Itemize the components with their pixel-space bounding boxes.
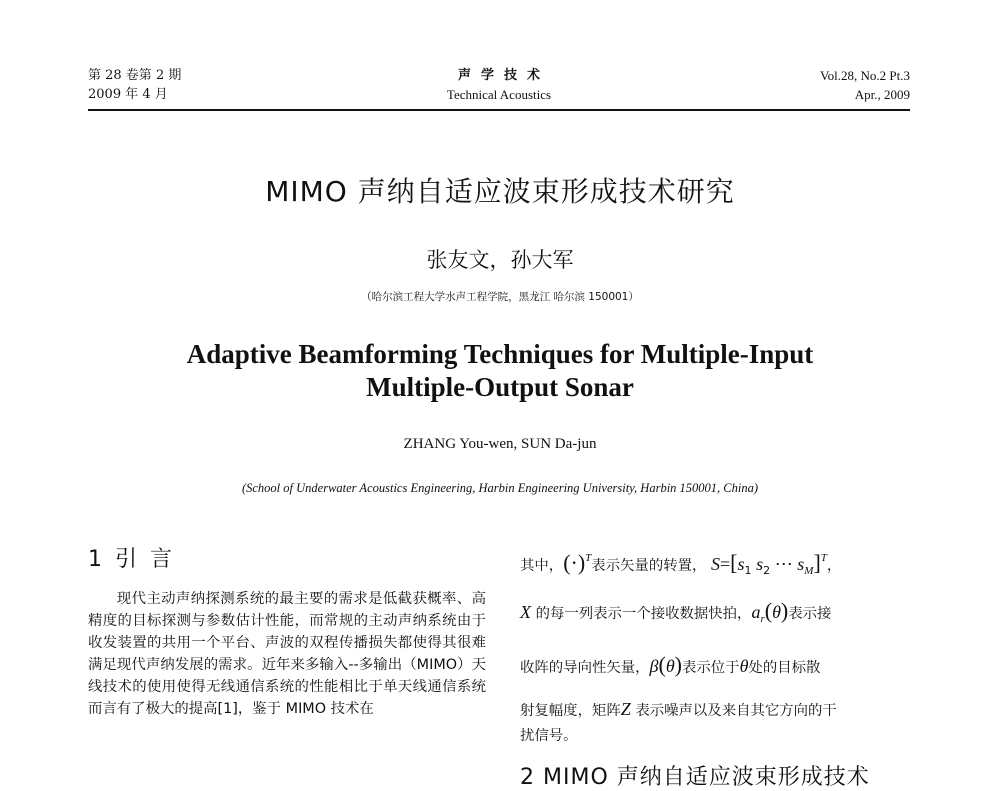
header-journal-name-cn: 声学技术: [457, 68, 550, 83]
text-run: 收阵的导向性矢量，: [520, 660, 650, 676]
math-expression: X: [520, 602, 531, 622]
text-run: 的每一列表示一个接收数据快拍，: [535, 606, 752, 622]
section-heading-introduction: 1 引 言: [88, 547, 175, 572]
text-run: 其中，: [520, 558, 564, 574]
introduction-paragraph: 现代主动声纳探测系统的最主要的需求是低截获概率、高精度的目标探测与参数估计性能，而常规的主动声纳系统由于收发装置的共用一个平台、声波的双程传播损失都使得其很难满足现代声纳发展的需求。近年来多输入--多输出（MIMO）天线技术的使用使得无线通信系统的性能相比于单天线通信系统而言有了极大的提高[1]，鉴于 MIMO 技术在: [88, 591, 486, 717]
header-date-cn: 2009 年 4 月: [88, 87, 168, 102]
text-run: 表示位于: [682, 660, 740, 676]
math-expression: Z: [620, 699, 631, 719]
paper-authors-en: ZHANG You-wen, SUN Da-jun: [403, 436, 597, 452]
text-run: 射复幅度，矩阵: [520, 703, 621, 719]
text-line: 其中，$(\cdot)^T$表示矢量的转置， $S=[s_1$ $s_2$ ⋯ $s_M]^T$，: [520, 550, 842, 577]
header-journal-name: [88, 66, 910, 104]
math-expression: $(\cdot)^T$: [563, 550, 592, 575]
text-run: 表示噪声以及来自其它方向的干: [635, 703, 837, 719]
math-expression: S: [711, 554, 721, 574]
header-date-en: Apr., 2009: [854, 87, 910, 102]
text-run: 表示矢量的转置，: [591, 558, 707, 574]
paper-title-cn: MIMO 声纳自适应波束形成技术研究: [265, 175, 735, 208]
running-header: [88, 66, 910, 110]
text-line: [520, 696, 916, 724]
header-volume-info-en: [820, 66, 910, 104]
body-column-left: [88, 544, 486, 760]
header-journal-name-en: Technical Acoustics: [446, 87, 552, 102]
paper-title-en-line1: Adaptive Beamforming Techniques for Multiple-Input: [186, 339, 814, 369]
math-expression: β: [649, 656, 659, 676]
paper-affiliation-en: (School of Underwater Acoustics Engineering, Harbin Engineering University, Harbin 150001, China): [241, 481, 759, 495]
text-line: 扰信号。: [520, 728, 578, 744]
header-rule: [88, 109, 910, 111]
paper-title-en: [0, 338, 1000, 404]
math-expression: a: [751, 602, 761, 622]
paper-authors-cn: 张友文，孙大军: [426, 248, 574, 272]
math-expression: θ: [739, 656, 749, 676]
text-run: ，: [826, 558, 842, 574]
paper-affiliation-cn: （哈尔滨工程大学水声工程学院，黑龙江 哈尔滨 150001）: [361, 291, 639, 303]
text-run: 表示接: [788, 606, 832, 622]
text-run: 处的目标散: [748, 660, 821, 676]
body-column-right: [520, 538, 916, 790]
header-volume-issue-en: Vol.28, No.2 Pt.3: [819, 68, 910, 83]
paper-title-en-line2: Multiple-Output Sonar: [366, 372, 634, 402]
header-volume-issue: 第 28 卷第 2 期: [88, 68, 182, 83]
text-line: X 的每一列表示一个接收数据快拍，$a_r(\theta)$表示接: [520, 598, 832, 625]
text-line: 收阵的导向性矢量，β(θ)表示位于θ处的目标散: [520, 652, 821, 677]
section-heading-method: 2 MIMO 声纳自适应波束形成技术: [520, 765, 870, 790]
